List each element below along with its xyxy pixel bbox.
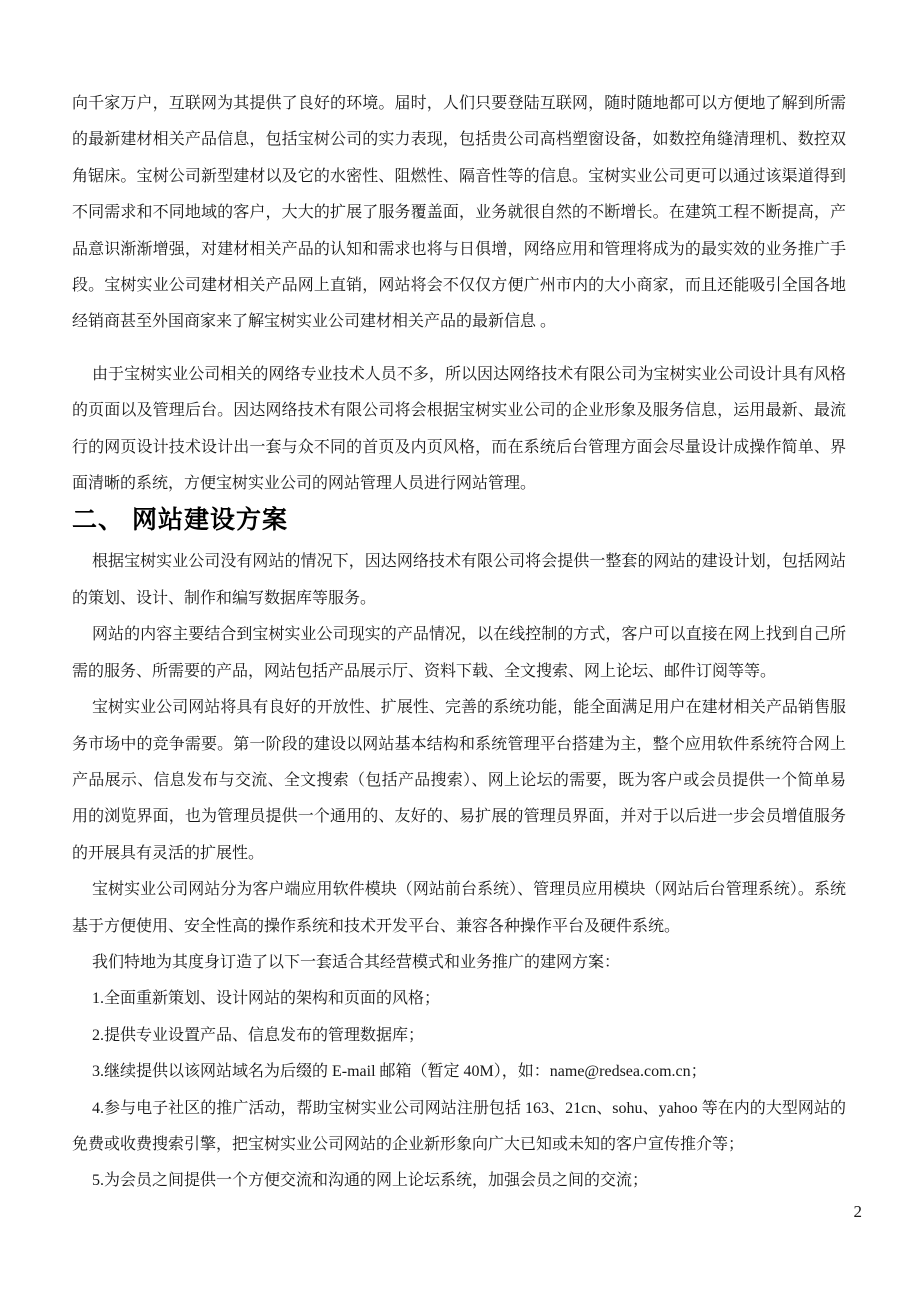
- list-item-1: 1.全面重新策划、设计网站的架构和页面的风格；: [92, 990, 441, 1008]
- page-number: 2: [853, 1202, 862, 1221]
- list-item-5: 5.为会员之间提供一个方便交流和沟通的网上论坛系统，加强会员之间的交流；: [92, 1172, 649, 1190]
- paragraph-website-content: 网站的内容主要结合到宝树实业公司现实的产品情况，以在线控制的方式，客户可以直接在网上找到自己所需的服务、所需要的产品，网站包括产品展示厅、资料下载、全文搜索、网上论坛、邮件订阅等等。: [72, 626, 846, 680]
- list-item-3: 3.继续提供以该网站域名为后缀的 E-mail 邮箱（暂定 40M），如：name@redsea.com.cn；: [92, 1063, 707, 1081]
- paragraph-system-modules: 宝树实业公司网站分为客户端应用软件模块（网站前台系统）、管理员应用模块（网站后台管理系统）。系统基于方便使用、安全性高的操作系统和技术开发平台、兼容各种操作平台及硬件系统。: [72, 881, 846, 935]
- list-item-4: 4.参与电子社区的推广活动，帮助宝树实业公司网站注册包括 163、21cn、sohu、yahoo 等在内的大型网站的免费或收费搜索引擎，把宝树实业公司网站的企业新形象向广大已知或未知的客户宣传推介等；: [72, 1099, 846, 1153]
- document-body: [72, 86, 846, 1200]
- paragraph-construction-plan: 根据宝树实业公司没有网站的情况下，因达网络技术有限公司将会提供一整套的网站的建设计划，包括网站的策划、设计、制作和编写数据库等服务。: [72, 553, 846, 607]
- list-item-2: 2.提供专业设置产品、信息发布的管理数据库；: [92, 1026, 425, 1044]
- paragraph-internet-environment: 向千家万户，互联网为其提供了良好的环境。届时，人们只要登陆互联网，随时随地都可以方便地了解到所需的最新建材相关产品信息，包括宝树公司的实力表现，包括贵公司高档塑窗设备，如数控角缝清理机、数控双角锯床。宝树公司新型建材以及它的水密性、阻燃性、隔音性等的信息。宝树实业公司更可以通过该渠道得到不同需求和不同地域的客户，大大的扩展了服务覆盖面，业务就很自然的不断增长。在建筑工程不断提高，产品意识渐渐增强，对建材相关产品的认知和需求也将与日俱增，网络应用和管理将成为的最实效的业务推广手段。宝树实业公司建材相关产品网上直销，网站将会不仅仅方便广州市内的大小商家，而且还能吸引全国各地经销商甚至外国商家来了解宝树实业公司建材相关产品的最新信息 。: [72, 95, 846, 331]
- paragraph-design-service: 由于宝树实业公司相关的网络专业技术人员不多，所以因达网络技术有限公司为宝树实业公司设计具有风格的页面以及管理后台。因达网络技术有限公司将会根据宝树实业公司的企业形象及服务信息，运用最新、最流行的网页设计技术设计出一套与众不同的首页及内页风格，而在系统后台管理方面会尽量设计成操作简单、界面清晰的系统，方便宝树实业公司的网站管理人员进行网站管理。: [72, 365, 846, 493]
- paragraph-list-intro: 我们特地为其度身订造了以下一套适合其经营模式和业务推广的建网方案：: [92, 953, 621, 971]
- section-heading-website-construction-plan: 二、 网站建设方案: [72, 506, 288, 535]
- paragraph-system-features: 宝树实业公司网站将具有良好的开放性、扩展性、完善的系统功能，能全面满足用户在建材相关产品销售服务市场中的竞争需要。第一阶段的建设以网站基本结构和系统管理平台搭建为主，整个应用软件系统符合网上产品展示、信息发布与交流、全文搜索（包括产品搜索）、网上论坛的需要，既为客户或会员提供一个简单易用的浏览界面，也为管理员提供一个通用的、友好的、易扩展的管理员界面，并对于以后进一步会员增值服务的开展具有灵活的扩展性。: [72, 699, 846, 862]
